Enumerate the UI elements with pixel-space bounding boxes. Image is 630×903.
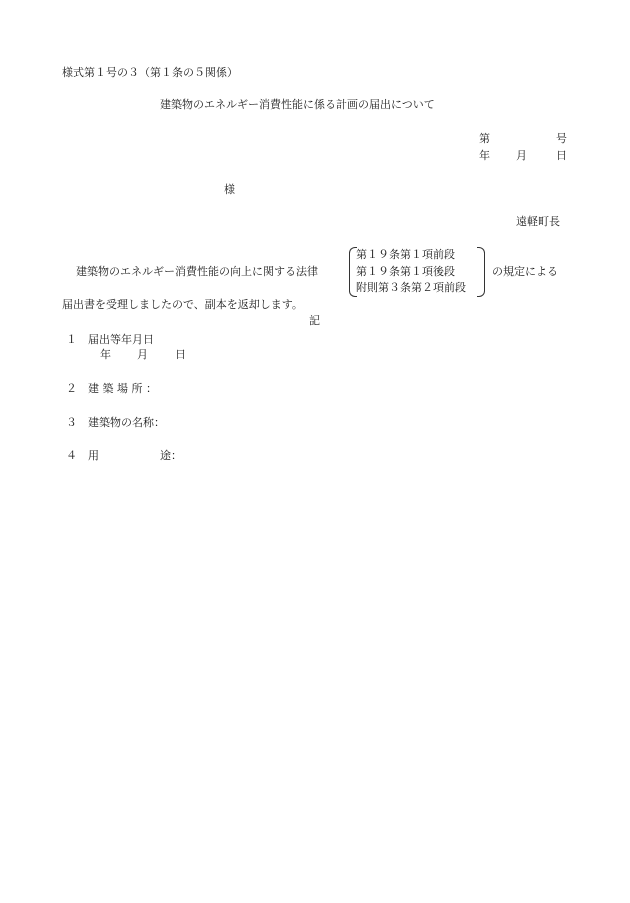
- item-label-building-name: 建築物の名称：: [88, 416, 165, 429]
- law-suffix: の規定による: [492, 265, 558, 278]
- item-number: ２: [66, 382, 77, 395]
- form-number: 様式第１号の３（第１条の５関係）: [62, 66, 238, 79]
- right-bracket: [477, 247, 485, 297]
- law-article-option: 第１９条第１項後段: [356, 265, 455, 278]
- date-month-label: 月: [516, 149, 527, 162]
- law-article-bracket: [349, 247, 485, 297]
- ki-heading: 記: [309, 314, 320, 327]
- item-label-construction-site: 建 築 場 所 ：: [88, 382, 157, 395]
- item-number: ３: [66, 416, 77, 429]
- date-day-label: 日: [556, 149, 567, 162]
- document-title: 建築物のエネルギー消費性能に係る計画の届出について: [160, 98, 435, 111]
- law-name: 建築物のエネルギー消費性能の向上に関する法律: [76, 265, 318, 278]
- number-suffix: 号: [556, 132, 567, 145]
- body-text: 届出書を受理しましたので、副本を返却します。: [62, 298, 303, 311]
- item-label-use: 用: [88, 449, 99, 462]
- item1-month-label: 月: [137, 348, 148, 361]
- item-label-notification-date: 届出等年月日: [88, 333, 154, 346]
- sender: 遠軽町長: [516, 215, 560, 228]
- item1-year-label: 年: [100, 348, 111, 361]
- item-number: ４: [66, 449, 77, 462]
- addressee: 様: [224, 183, 235, 196]
- item-number: １: [66, 333, 77, 346]
- item1-day-label: 日: [175, 348, 186, 361]
- number-label: 第: [479, 132, 490, 145]
- law-article-option: 第１９条第１項前段: [356, 248, 455, 261]
- item-label-use-tail: 途：: [160, 449, 182, 462]
- date-year-label: 年: [479, 149, 490, 162]
- law-article-option: 附則第３条第２項前段: [356, 281, 466, 294]
